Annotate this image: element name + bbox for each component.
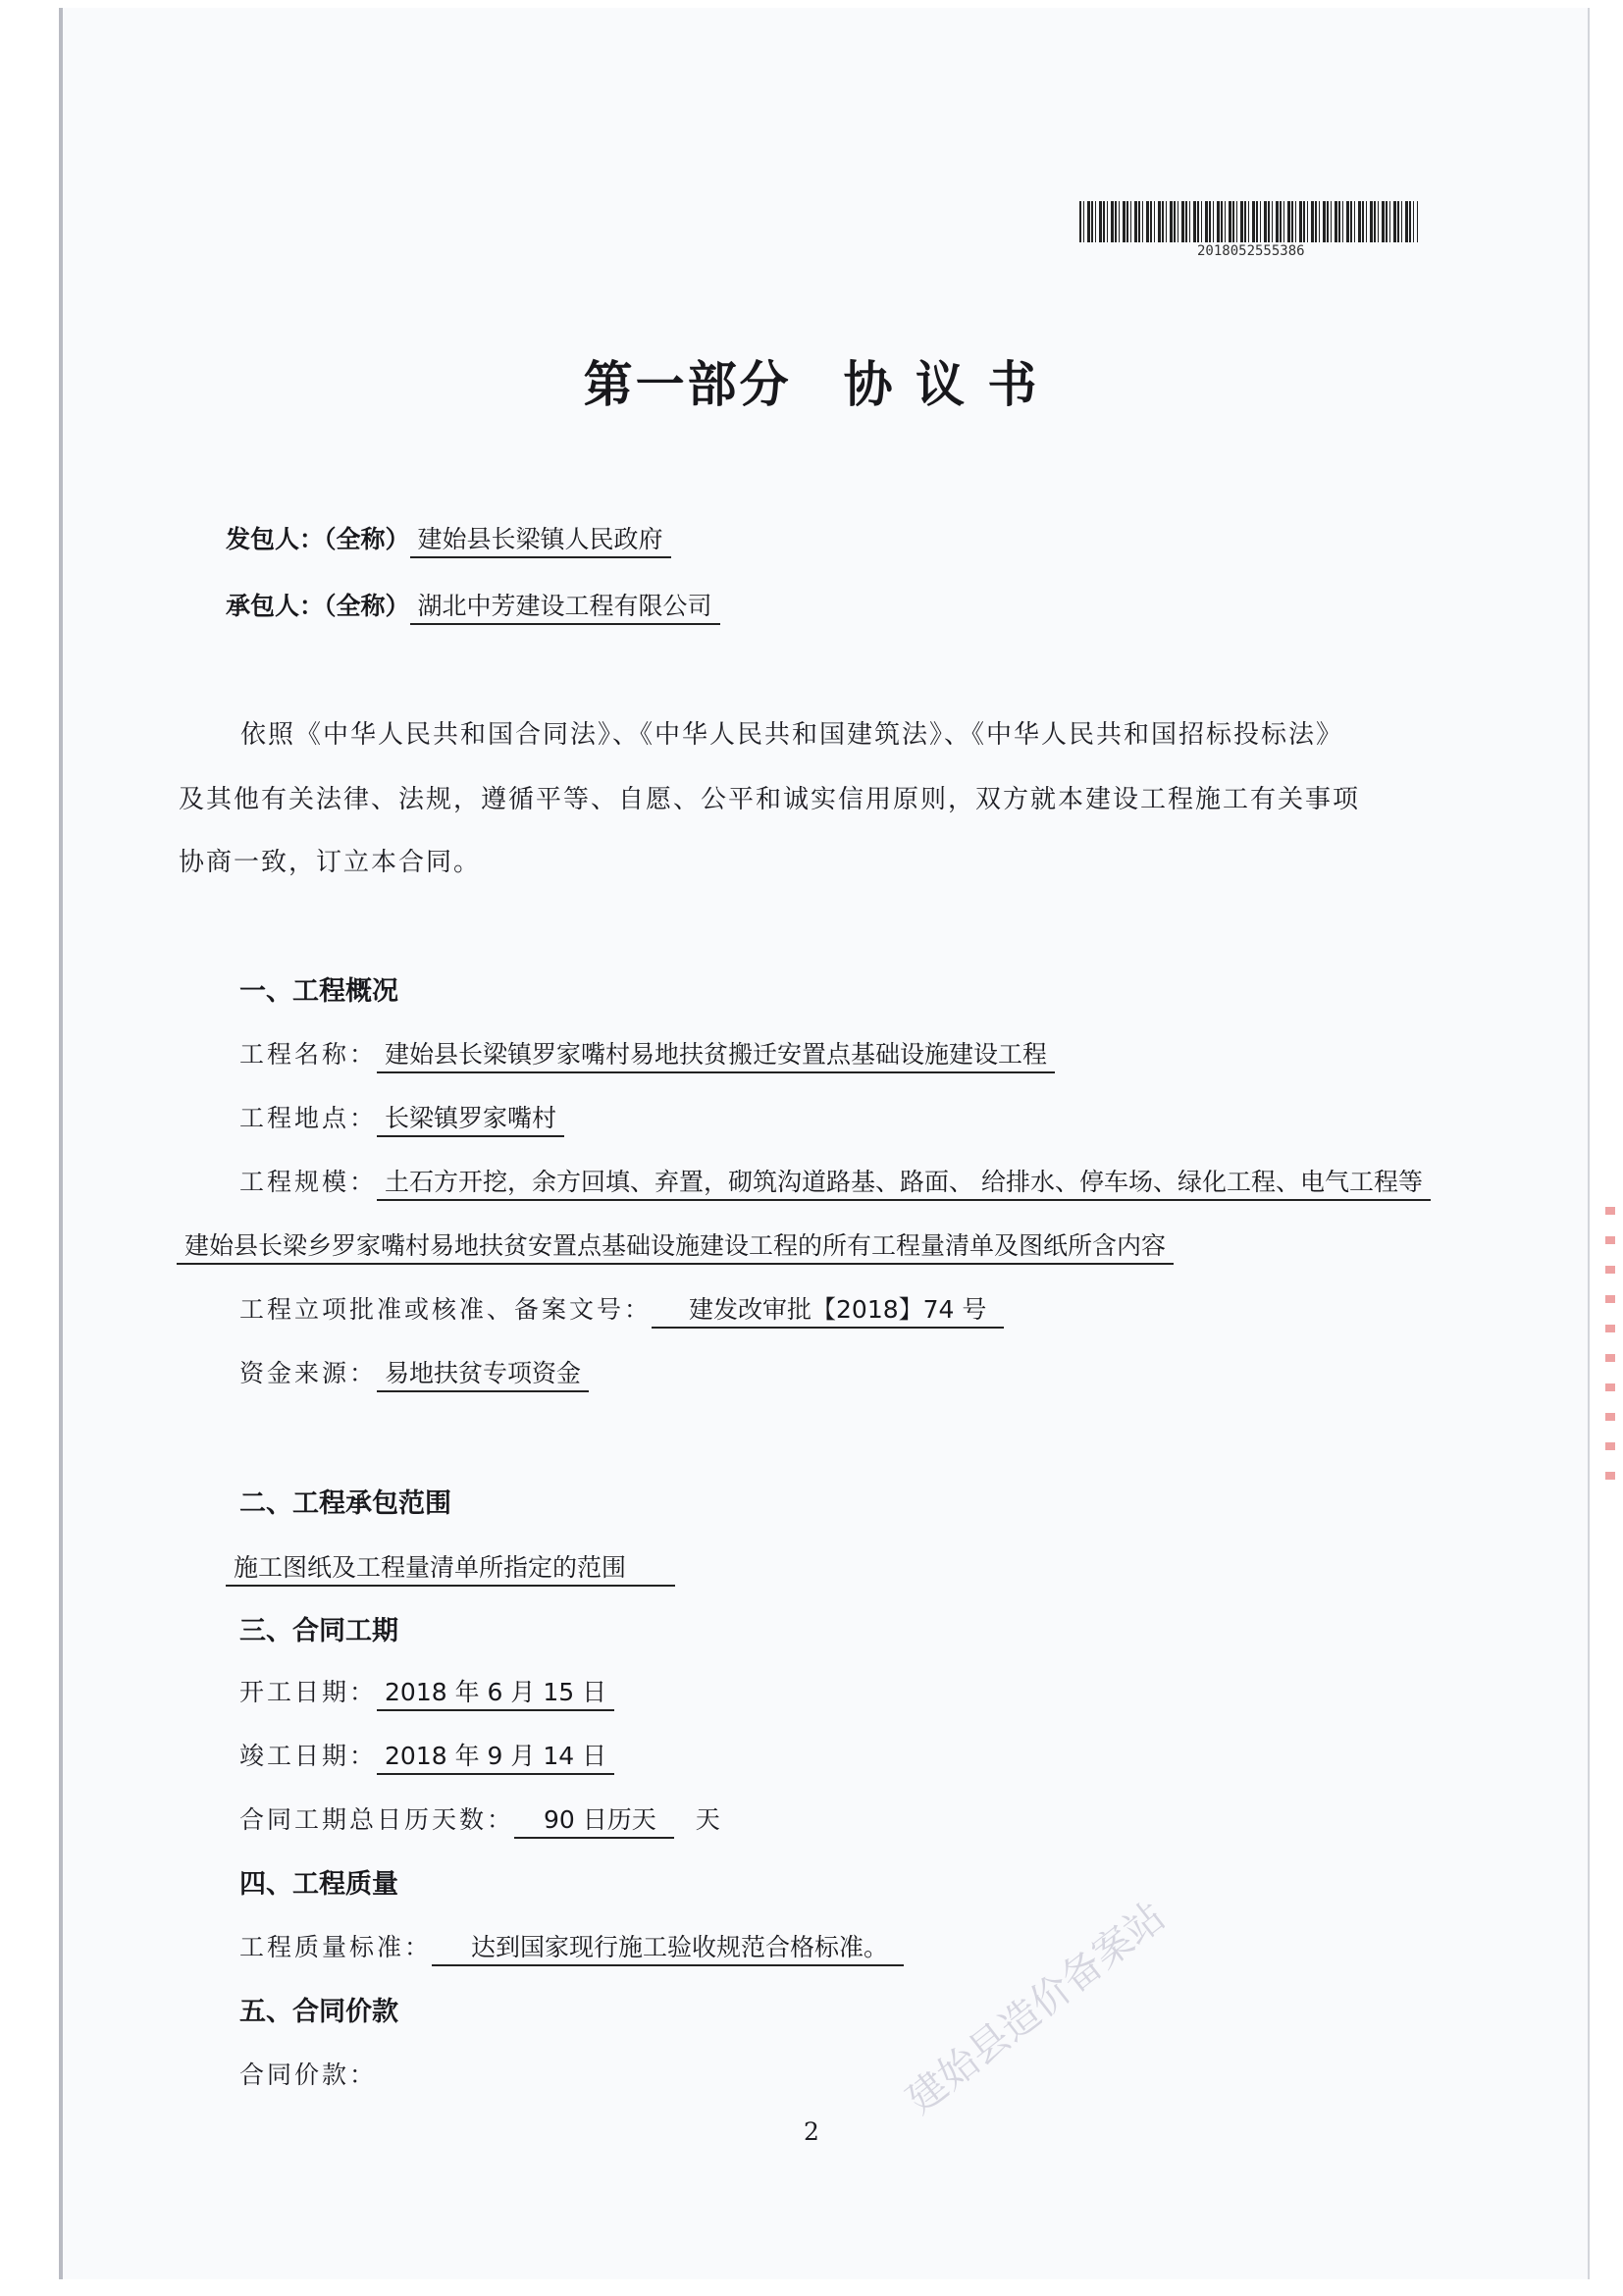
employer-line: [226, 520, 671, 558]
seal-edge-mark: [1605, 1207, 1615, 1501]
end-date-value: 2018 年 9 月 14 日: [377, 1737, 614, 1775]
filing-stamp: 建始县造价备案站: [898, 1894, 1175, 2123]
barcode-number: 2018052555386: [1197, 243, 1305, 259]
total-days-value: 90 日历天: [514, 1800, 674, 1839]
approval-label: 工程立项批准或核准、备案文号：: [239, 1295, 653, 1324]
start-date-value: 2018 年 6 月 15 日: [377, 1673, 614, 1711]
start-date-line: [239, 1673, 614, 1711]
intro-line-2: 及其他有关法律、法规，遵循平等、自愿、公平和诚实信用原则，双方就本建设工程施工有关事项: [179, 785, 1361, 814]
fund-line: [239, 1354, 589, 1392]
total-days-unit: 天: [695, 1805, 720, 1834]
quality-label: 工程质量标准：: [239, 1933, 433, 1961]
scope-line: [226, 1548, 675, 1587]
page-number: 2: [804, 2117, 819, 2146]
project-location-value: 长梁镇罗家嘴村: [377, 1099, 564, 1137]
barcode-image: [1079, 201, 1418, 242]
project-scale-label: 工程规模：: [239, 1168, 378, 1196]
total-days-label: 合同工期总日历天数：: [239, 1805, 515, 1834]
quality-value: 达到国家现行施工验收规范合格标准。: [432, 1928, 904, 1966]
project-name-label: 工程名称：: [239, 1040, 378, 1069]
contractor-value: 湖北中芳建设工程有限公司: [410, 587, 720, 625]
project-scale-value-1: 土石方开挖，余方回填、弃置，砌筑沟道路基、路面、 给排水、停车场、绿化工程、电气工程等: [377, 1163, 1431, 1201]
start-date-label: 开工日期：: [239, 1678, 378, 1706]
approval-line: [239, 1290, 1004, 1329]
section1-heading: 一、工程概况: [239, 976, 398, 1007]
project-scale-line: [239, 1163, 1431, 1201]
project-name-line: [239, 1035, 1055, 1073]
end-date-line: [239, 1737, 614, 1775]
intro-line-1: 依照《中华人民共和国合同法》、《中华人民共和国建筑法》、《中华人民共和国招标投标法》: [240, 720, 1344, 750]
intro-line-3: 协商一致，订立本合同。: [179, 848, 482, 877]
section3-heading: 三、合同工期: [239, 1616, 398, 1646]
section2-heading: 二、工程承包范围: [239, 1488, 451, 1519]
end-date-label: 竣工日期：: [239, 1742, 378, 1770]
project-scale-line-2: [177, 1226, 1174, 1265]
approval-value: 建发改审批【2018】74 号: [652, 1290, 1004, 1329]
quality-line: [239, 1928, 904, 1966]
employer-value: 建始县长梁镇人民政府: [410, 520, 671, 558]
section5-heading: 五、合同价款: [239, 1997, 398, 2027]
section4-heading: 四、工程质量: [239, 1869, 398, 1900]
project-name-value: 建始县长梁镇罗家嘴村易地扶贫搬迁安置点基础设施建设工程: [377, 1035, 1055, 1073]
contractor-label: 承包人：（全称）: [226, 592, 410, 620]
scope-value: 施工图纸及工程量清单所指定的范围: [226, 1548, 675, 1587]
page-title: 第一部分 协 议 书: [583, 356, 1040, 413]
contractor-line: [226, 587, 720, 625]
price-line: [239, 2056, 377, 2091]
fund-value: 易地扶贫专项资金: [377, 1354, 589, 1392]
price-label: 合同价款：: [239, 2061, 378, 2089]
project-location-line: [239, 1099, 564, 1137]
employer-label: 发包人：（全称）: [226, 525, 410, 553]
fund-label: 资金来源：: [239, 1359, 378, 1387]
project-scale-value-2: 建始县长梁乡罗家嘴村易地扶贫安置点基础设施建设工程的所有工程量清单及图纸所含内容: [177, 1226, 1174, 1265]
total-days-line: [239, 1800, 720, 1839]
project-location-label: 工程地点：: [239, 1104, 378, 1132]
